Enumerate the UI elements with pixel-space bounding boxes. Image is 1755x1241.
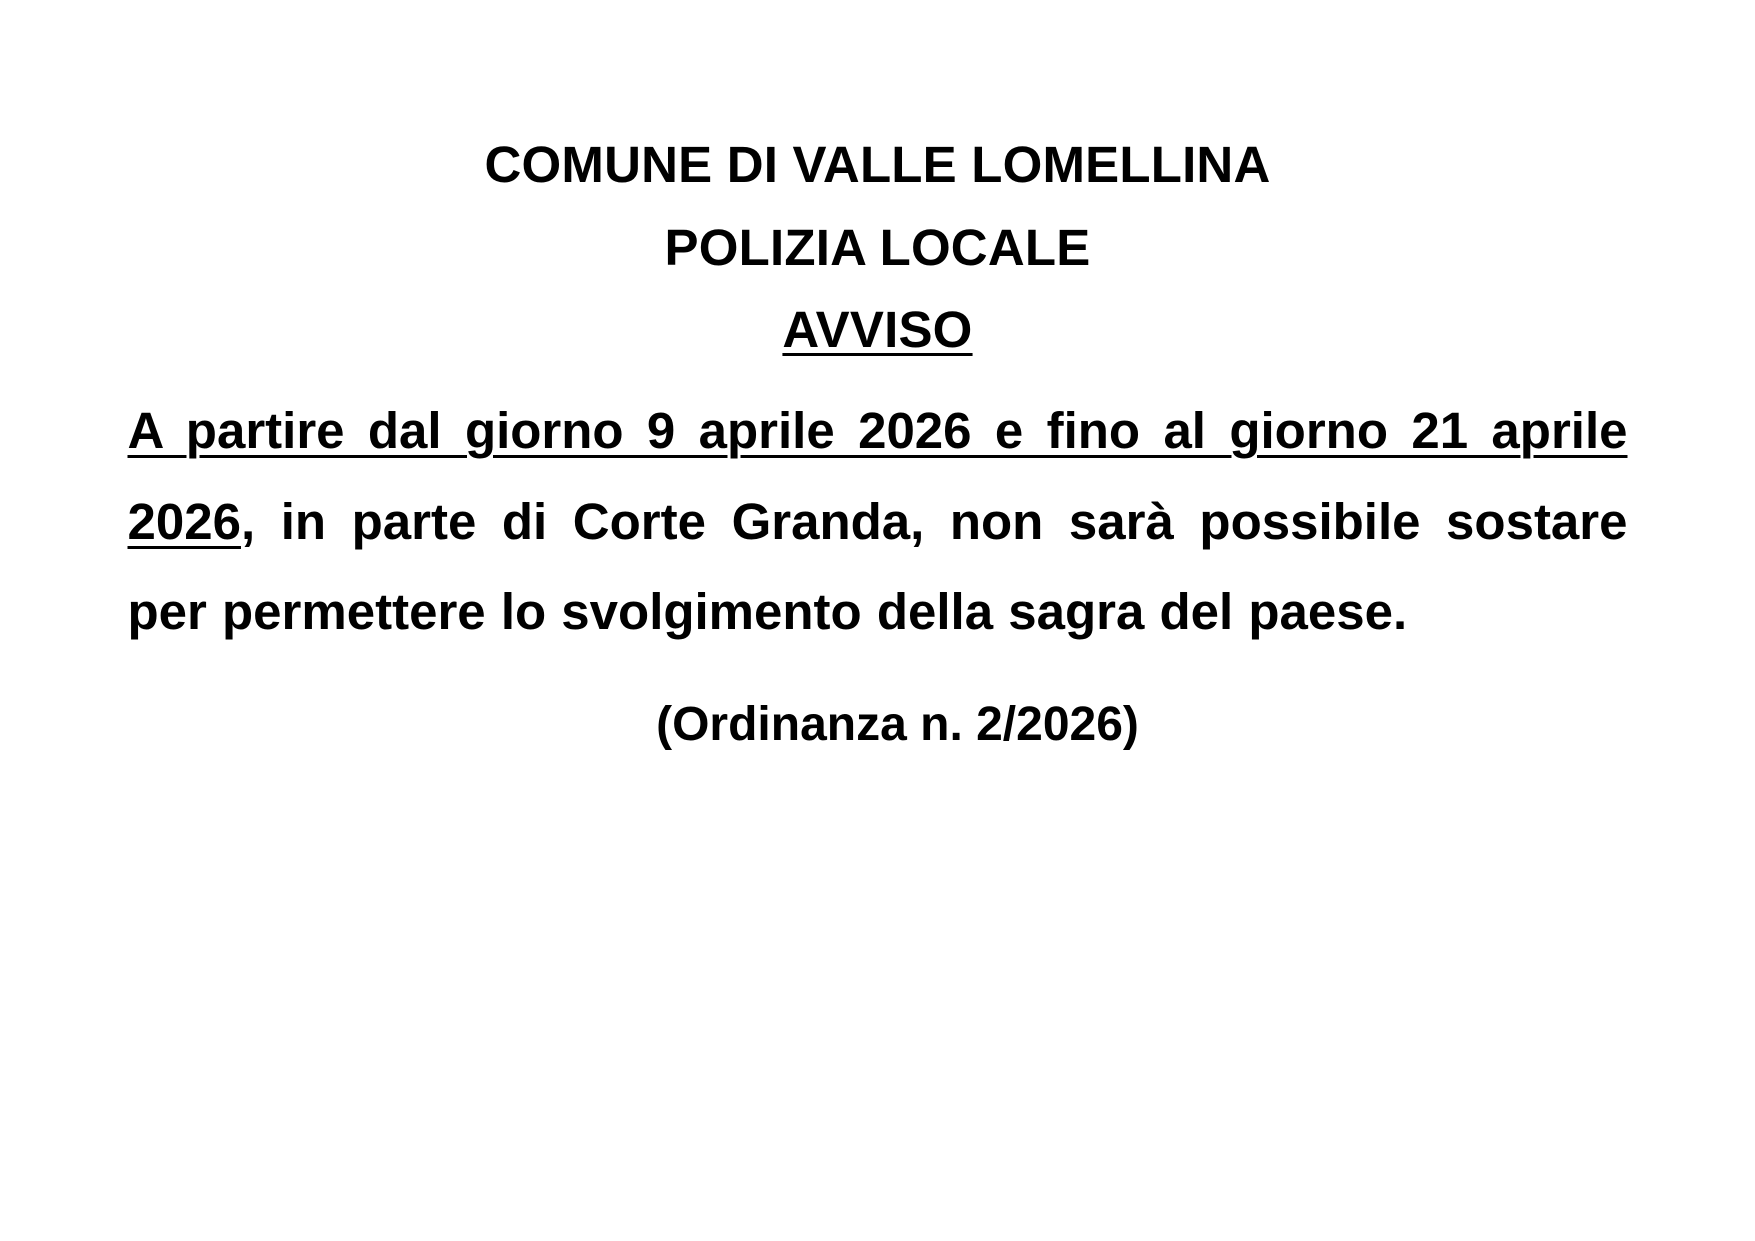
notice-title <box>128 289 1628 372</box>
notice-paragraph <box>128 386 1628 658</box>
notice-title-text: AVVISO <box>782 301 973 359</box>
document-body <box>128 120 1628 766</box>
notice-date-range: A partire dal giorno 9 aprile 2026 e fino al giorno 21 aprile 2026 <box>127 401 1628 550</box>
notice-paragraph-rest: , in parte di Corte Granda, non sarà possibile sostare per permettere lo svolgimento della sagra del paese. <box>127 492 1628 641</box>
municipality-title: COMUNE DI VALLE LOMELLINA <box>484 136 1271 193</box>
department-title: POLIZIA LOCALE <box>664 218 1091 276</box>
ordinance-reference: (Ordinanza n. 2/2026) <box>656 698 1139 752</box>
